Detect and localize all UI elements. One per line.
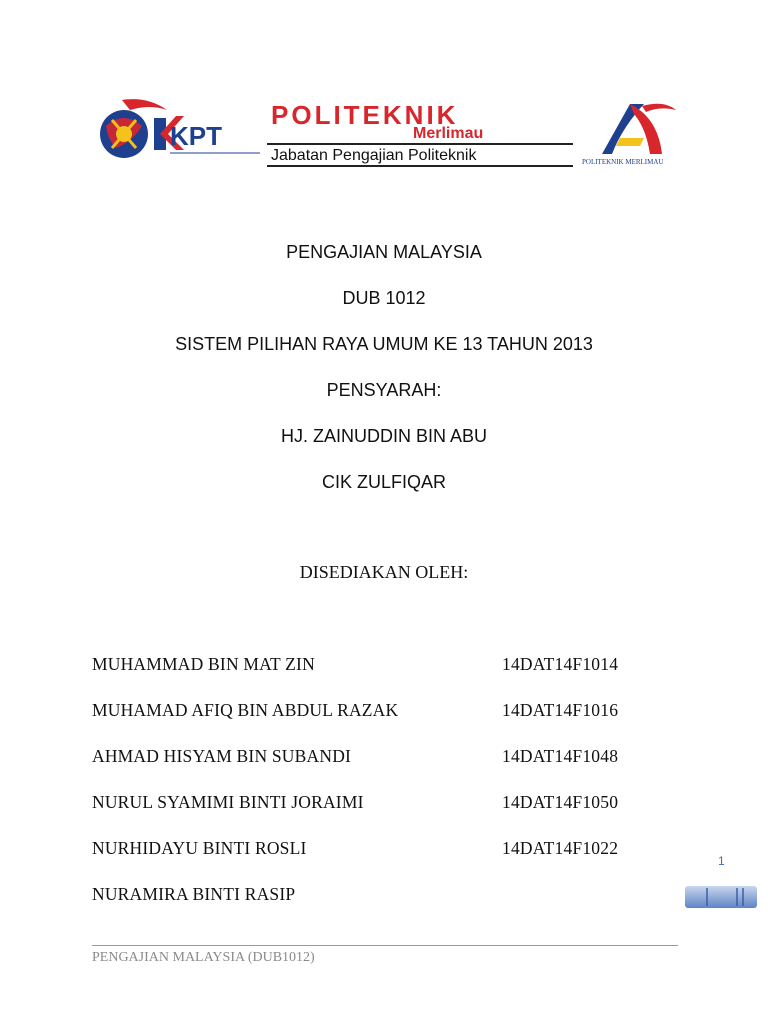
- member-id: 14DAT14F1014: [502, 654, 619, 674]
- page-number: 1: [718, 854, 725, 868]
- kpt-logo: [92, 98, 262, 164]
- politeknik-merlimau-emblem: [582, 98, 702, 168]
- member-id: 14DAT14F1050: [502, 792, 619, 812]
- member-id: 14DAT14F1022: [502, 838, 619, 858]
- svg-text:POLITEKNIK MERLIMAU: POLITEKNIK MERLIMAU: [582, 158, 664, 166]
- politeknik-merlimau-logo: [265, 98, 575, 168]
- member-row: [92, 746, 652, 792]
- member-row: [92, 700, 652, 746]
- member-name: AHMAD HISYAM BIN SUBANDI: [92, 746, 352, 766]
- member-name: NURUL SYAMIMI BINTI JORAIMI: [92, 792, 364, 812]
- member-row: [92, 654, 652, 700]
- member-name: MUHAMMAD BIN MAT ZIN: [92, 654, 315, 674]
- svg-text:Jabatan Pengajian Politeknik: Jabatan Pengajian Politeknik: [271, 147, 477, 164]
- member-id: 14DAT14F1016: [502, 700, 619, 720]
- svg-text:POLITEKNIK: POLITEKNIK: [271, 100, 459, 130]
- member-name: NURAMIRA BINTI RASIP: [92, 884, 296, 904]
- course-code: DUB 1012: [342, 288, 426, 308]
- lecturer-label: PENSYARAH:: [326, 380, 442, 400]
- header-logos: [92, 98, 702, 170]
- page-tab-decoration: [685, 884, 757, 910]
- member-row: [92, 838, 652, 884]
- svg-text:Merlimau: Merlimau: [413, 125, 484, 142]
- lecturer-name-2: CIK ZULFIQAR: [321, 472, 446, 492]
- member-row: [92, 884, 652, 930]
- prepared-by-label: DISEDIAKAN OLEH:: [299, 562, 469, 582]
- footer-text: PENGAJIAN MALAYSIA (DUB1012): [92, 950, 315, 965]
- members-list: [92, 654, 652, 930]
- member-row: [92, 792, 652, 838]
- member-name: NURHIDAYU BINTI ROSLI: [92, 838, 307, 858]
- topic-title: SISTEM PILIHAN RAYA UMUM KE 13 TAHUN 2013: [175, 334, 593, 354]
- lecturer-name-1: HJ. ZAINUDDIN BIN ABU: [280, 426, 488, 446]
- footer-divider: [92, 945, 678, 946]
- subject-title: PENGAJIAN MALAYSIA: [286, 242, 482, 262]
- svg-text:KPT: KPT: [170, 121, 222, 151]
- member-id: 14DAT14F1048: [502, 746, 619, 766]
- member-name: MUHAMAD AFIQ BIN ABDUL RAZAK: [92, 700, 399, 720]
